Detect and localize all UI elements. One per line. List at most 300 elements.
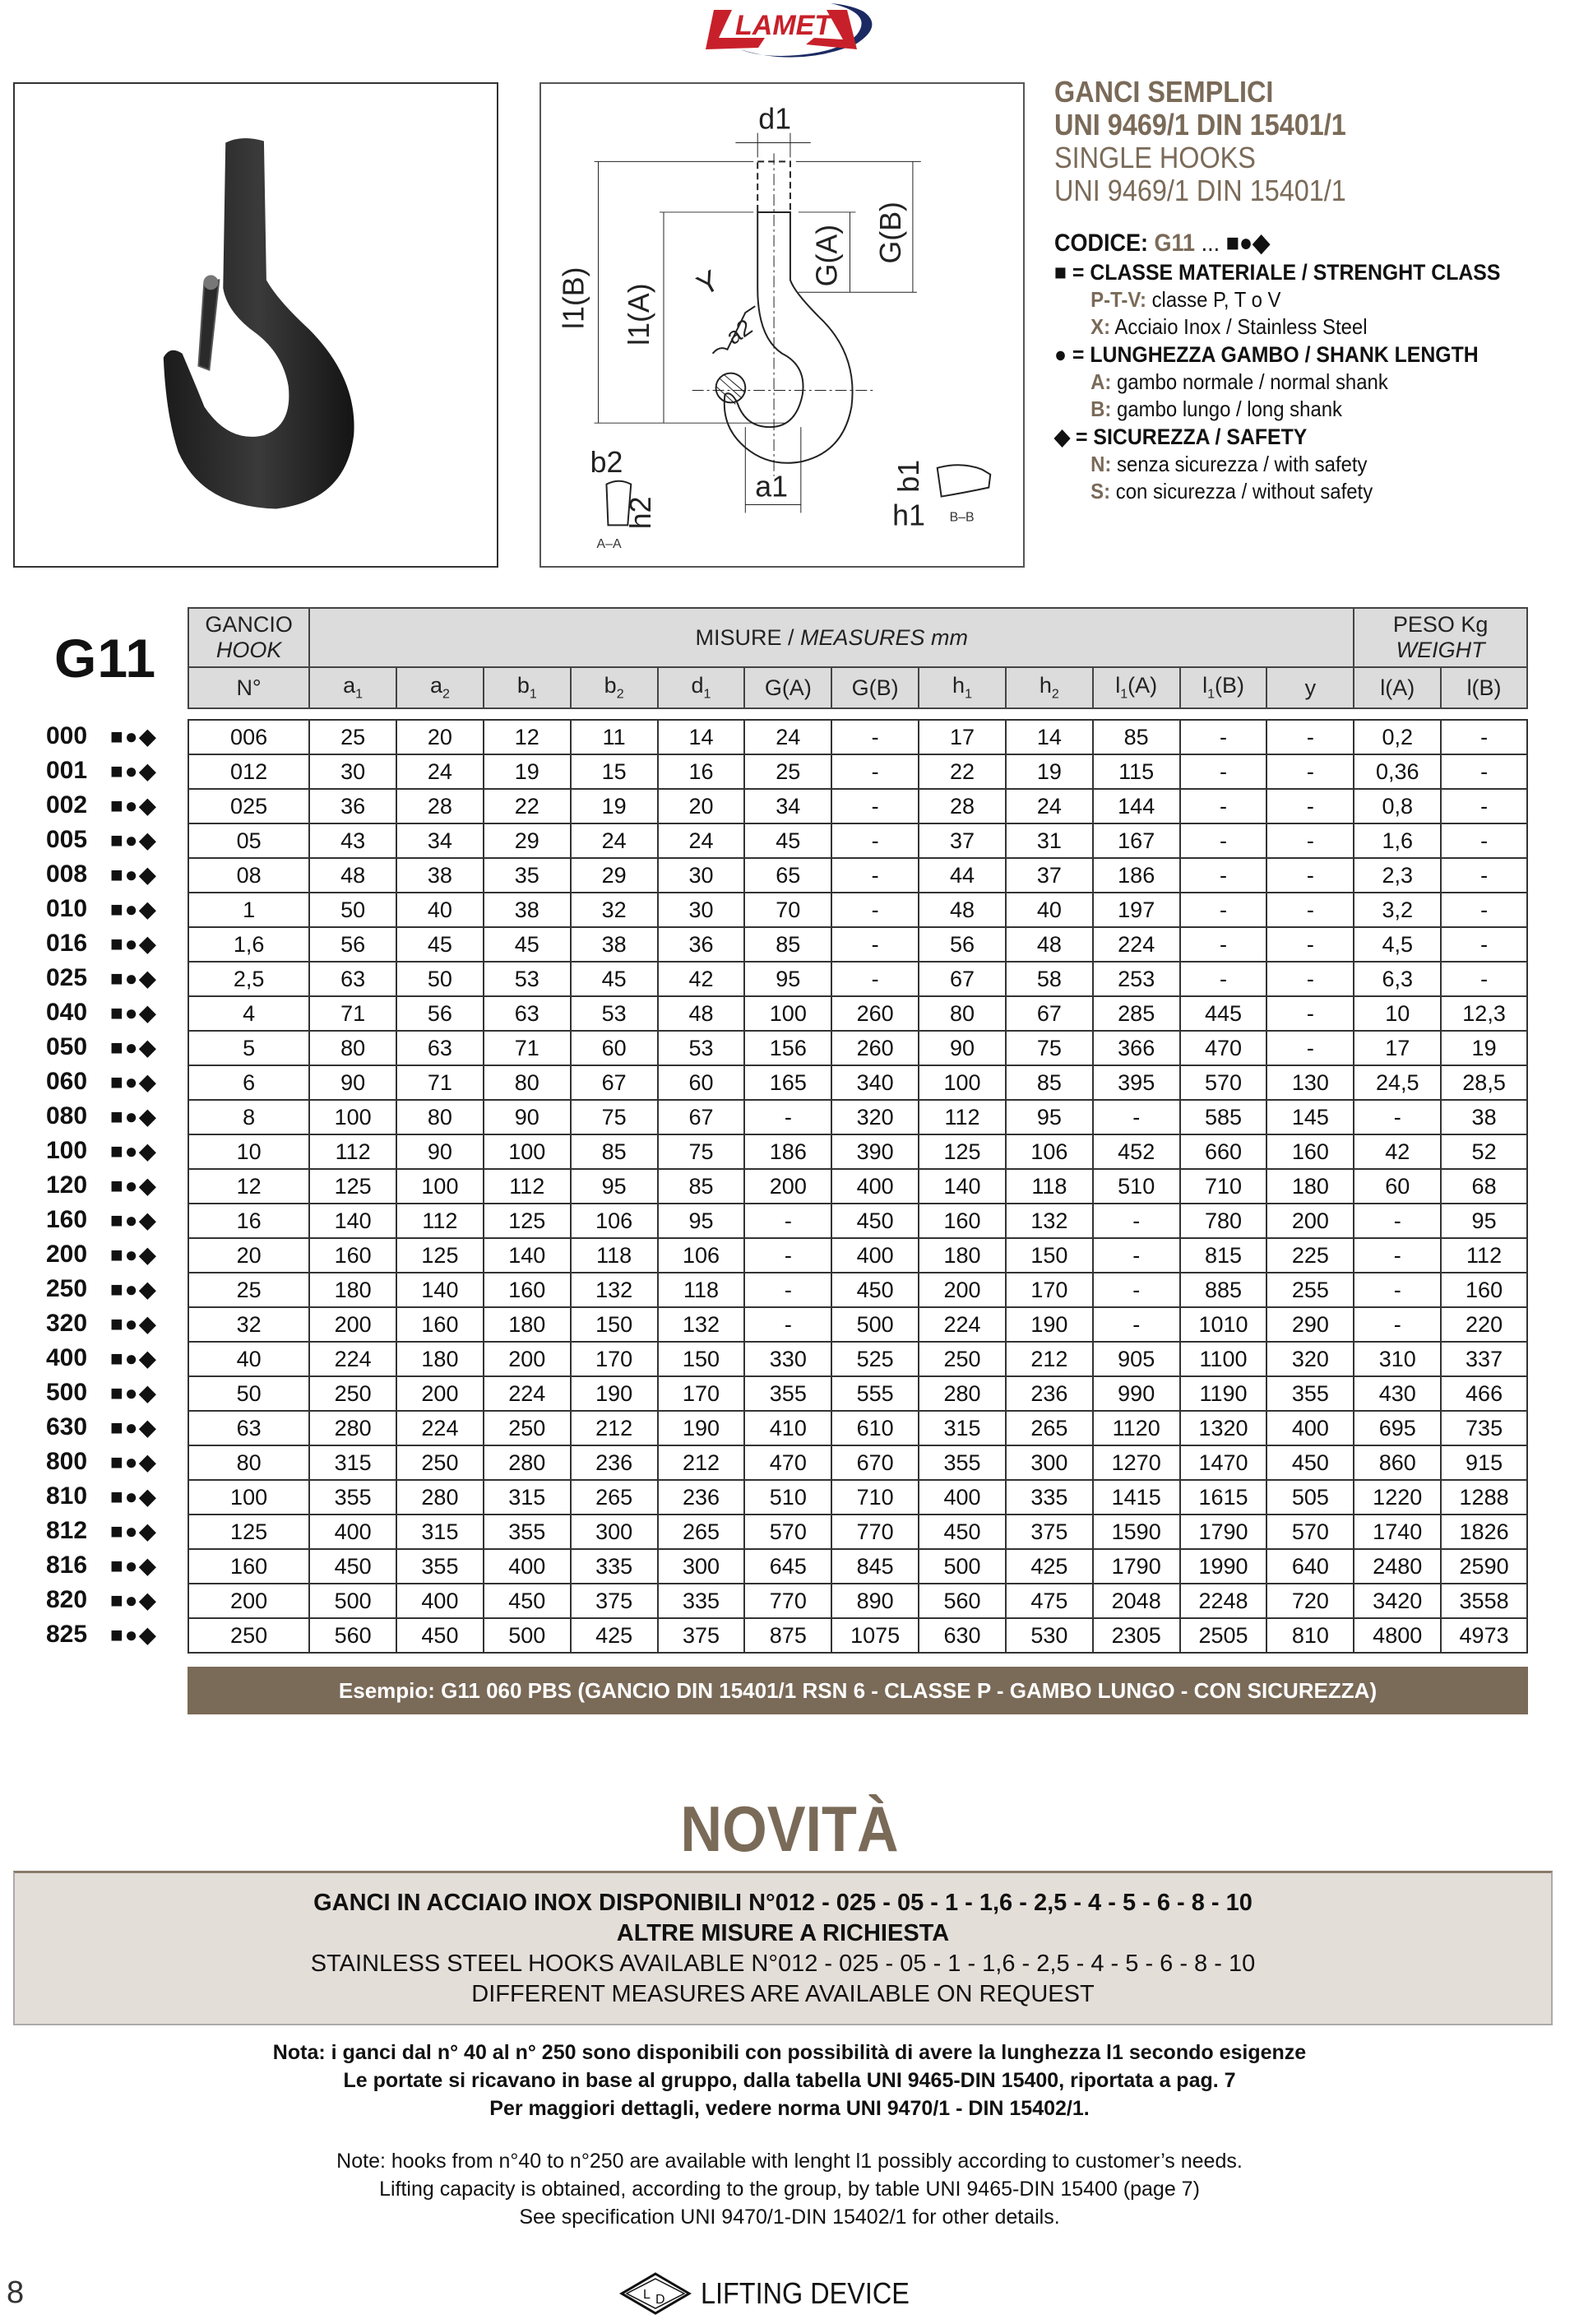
measures-table [188, 719, 1528, 1654]
header-weight: PESO Kg WEIGHT [1354, 608, 1527, 667]
table-cell: 720 [1266, 1584, 1354, 1618]
table-cell: 1190 [1180, 1376, 1267, 1411]
table-cell: 75 [1006, 1031, 1093, 1065]
table-cell: 1615 [1180, 1480, 1267, 1515]
table-cell: 500 [919, 1549, 1006, 1584]
row-code-number: 080 [46, 1102, 88, 1130]
table-cell: 236 [571, 1445, 658, 1480]
table-cell: 48 [658, 996, 745, 1031]
table-cell: - [1180, 962, 1267, 996]
table-cell: 560 [309, 1618, 396, 1653]
table-row [188, 1480, 1527, 1515]
row-code-symbols: ■●◆ [110, 1345, 158, 1371]
row-code-number: 320 [46, 1310, 88, 1337]
table-cell: 375 [571, 1584, 658, 1618]
row-code [46, 1237, 186, 1272]
table-cell: 525 [831, 1342, 919, 1376]
table-cell: 28 [919, 789, 1006, 823]
table-cell: 24 [744, 720, 831, 754]
table-cell: 95 [1006, 1100, 1093, 1134]
row-code-symbols: ■●◆ [110, 1138, 158, 1163]
row-code [46, 1548, 186, 1583]
table-cell: 6,3 [1354, 962, 1441, 996]
column-header: $a_1$ [309, 667, 396, 708]
column-header: G(B) [831, 667, 919, 708]
table-cell: 4973 [1441, 1618, 1527, 1653]
table-cell: 19 [1441, 1031, 1527, 1065]
code-dots: ... [1201, 230, 1220, 257]
table-cell: 12 [188, 1169, 309, 1204]
table-cell: 160 [188, 1549, 309, 1584]
table-cell: - [831, 754, 919, 789]
table-cell: 145 [1266, 1100, 1354, 1134]
table-cell: 38 [571, 927, 658, 962]
table-cell: 63 [188, 1411, 309, 1445]
table-cell: 180 [1266, 1169, 1354, 1204]
table-cell: 160 [919, 1204, 1006, 1238]
table-cell: 36 [309, 789, 396, 823]
table-cell: 330 [744, 1342, 831, 1376]
table-cell: 255 [1266, 1273, 1354, 1307]
dim-a1: a1 [755, 470, 788, 503]
table-cell: 224 [396, 1411, 484, 1445]
table-cell: 38 [484, 893, 571, 927]
table-cell: 780 [1180, 1204, 1267, 1238]
row-code-number: 160 [46, 1206, 88, 1233]
table-cell: 315 [396, 1515, 484, 1549]
table-cell: 25 [744, 754, 831, 789]
table-cell: 130 [1266, 1065, 1354, 1100]
table-cell: 280 [309, 1411, 396, 1445]
table-cell: 08 [188, 858, 309, 893]
table-cell: 1740 [1354, 1515, 1441, 1549]
example-banner: Esempio: G11 060 PBS (GANCIO DIN 15401/1 RSN 6 - CLASSE P - GAMBO LUNGO - CON SICUREZZA) [188, 1667, 1528, 1714]
table-cell: 190 [571, 1376, 658, 1411]
table-cell: 1590 [1093, 1515, 1180, 1549]
row-code-number: 810 [46, 1482, 88, 1510]
table-cell: 452 [1093, 1134, 1180, 1169]
table-cell: - [831, 927, 919, 962]
table-cell: 186 [744, 1134, 831, 1169]
row-code-number: 100 [46, 1137, 88, 1164]
legend-safety: ◆ = SICUREZZA / SAFETY [1054, 424, 1308, 449]
table-cell: 710 [831, 1480, 919, 1515]
lifting-device-logo-icon [618, 2272, 692, 2315]
table-cell: 118 [1006, 1169, 1093, 1204]
table-cell: 2248 [1180, 1584, 1267, 1618]
table-cell: 335 [658, 1584, 745, 1618]
table-cell: 170 [1006, 1273, 1093, 1307]
table-cell: 224 [484, 1376, 571, 1411]
table-cell: 845 [831, 1549, 919, 1584]
table-cell: 29 [484, 823, 571, 858]
table-cell: 75 [658, 1134, 745, 1169]
row-code [46, 1514, 186, 1548]
table-cell: 585 [1180, 1100, 1267, 1134]
table-cell: 50 [309, 893, 396, 927]
standard-english: UNI 9469/1 DIN 15401/1 [1054, 174, 1346, 207]
table-cell: 366 [1093, 1031, 1180, 1065]
table-cell: - [1441, 858, 1527, 893]
column-header: N° [188, 667, 309, 708]
table-cell: 0,8 [1354, 789, 1441, 823]
column-header: $a_2$ [396, 667, 484, 708]
table-row [188, 927, 1527, 962]
table-cell: 025 [188, 789, 309, 823]
row-code-number: 008 [46, 860, 88, 888]
row-code [46, 823, 186, 857]
square-icon: ■ [1054, 260, 1067, 285]
row-code [46, 1134, 186, 1168]
table-cell: 630 [919, 1618, 1006, 1653]
table-cell: 500 [309, 1584, 396, 1618]
row-code-symbols: ■●◆ [110, 1310, 158, 1336]
table-cell: 14 [1006, 720, 1093, 754]
table-cell: - [1180, 720, 1267, 754]
row-code [46, 926, 186, 961]
table-cell: - [1180, 858, 1267, 893]
table-cell: - [744, 1273, 831, 1307]
table-cell: 24 [571, 823, 658, 858]
table-row [188, 893, 1527, 927]
table-row [188, 823, 1527, 858]
table-cell: 85 [1006, 1065, 1093, 1100]
row-code-symbols: ■●◆ [110, 1552, 158, 1578]
table-cell: 118 [658, 1273, 745, 1307]
table-row [188, 962, 1527, 996]
table-cell: 71 [309, 996, 396, 1031]
row-code-number: 120 [46, 1171, 88, 1199]
table-cell: 95 [744, 962, 831, 996]
table-cell: 53 [484, 962, 571, 996]
row-code [46, 892, 186, 926]
table-cell: 1010 [1180, 1307, 1267, 1342]
table-cell: 250 [396, 1445, 484, 1480]
table-cell: 670 [831, 1445, 919, 1480]
legend-item: N: senza sicurezza / with safety [1090, 452, 1368, 476]
table-cell: 60 [658, 1065, 745, 1100]
table-cell: 150 [1006, 1238, 1093, 1273]
table-cell: - [831, 893, 919, 927]
table-cell: 170 [571, 1342, 658, 1376]
row-code-symbols: ■●◆ [110, 1518, 158, 1543]
table-cell: 355 [1266, 1376, 1354, 1411]
table-cell: 75 [571, 1100, 658, 1134]
row-code [46, 788, 186, 823]
table-cell: 24,5 [1354, 1065, 1441, 1100]
table-cell: 285 [1093, 996, 1180, 1031]
table-cell: 1,6 [1354, 823, 1441, 858]
table-cell: 355 [744, 1376, 831, 1411]
table-cell: 112 [1441, 1238, 1527, 1273]
table-cell: 212 [1006, 1342, 1093, 1376]
column-header: $b_1$ [484, 667, 571, 708]
table-cell: 395 [1093, 1065, 1180, 1100]
dim-d1: d1 [758, 102, 791, 136]
row-code-symbols: ■●◆ [110, 723, 158, 749]
row-code-number: 025 [46, 964, 88, 991]
table-cell: 112 [484, 1169, 571, 1204]
table-cell: 95 [1441, 1204, 1527, 1238]
table-cell: 40 [1006, 893, 1093, 927]
table-cell: 125 [484, 1204, 571, 1238]
row-codes [46, 719, 186, 1652]
table-cell: 300 [1006, 1445, 1093, 1480]
table-cell: 48 [1006, 927, 1093, 962]
footer-brand-text: LIFTING DEVICE [701, 2276, 910, 2310]
table-cell: 10 [188, 1134, 309, 1169]
legend-shank-length: ● = LUNGHEZZA GAMBO / SHANK LENGTH [1054, 342, 1479, 367]
table-cell: 530 [1006, 1618, 1093, 1653]
dim-a2: a2 [721, 313, 757, 350]
series-label: G11 [54, 628, 157, 689]
table-cell: 337 [1441, 1342, 1527, 1376]
table-cell: 140 [919, 1169, 1006, 1204]
table-cell: 265 [1006, 1411, 1093, 1445]
table-cell: 224 [919, 1307, 1006, 1342]
table-cell: 320 [1266, 1342, 1354, 1376]
technical-drawing [539, 82, 1025, 568]
row-code-number: 630 [46, 1413, 88, 1440]
table-cell: 212 [658, 1445, 745, 1480]
table-cell: 67 [571, 1065, 658, 1100]
table-cell: - [1180, 823, 1267, 858]
table-cell: - [831, 789, 919, 823]
table-cell: 315 [919, 1411, 1006, 1445]
code-label: CODICE: [1054, 230, 1149, 257]
table-cell: 20 [188, 1238, 309, 1273]
table-cell: 160 [1441, 1273, 1527, 1307]
table-cell: 860 [1354, 1445, 1441, 1480]
row-code-symbols: ■●◆ [110, 1172, 158, 1198]
table-cell: 30 [309, 754, 396, 789]
table-cell: 160 [396, 1307, 484, 1342]
table-cell: 50 [188, 1376, 309, 1411]
table-cell: 430 [1354, 1376, 1441, 1411]
notes [0, 2039, 1579, 2231]
row-code-symbols: ■●◆ [110, 1034, 158, 1060]
table-row [188, 1031, 1527, 1065]
table-cell: 32 [188, 1307, 309, 1342]
table-cell: 570 [1266, 1515, 1354, 1549]
table-cell: - [1093, 1273, 1180, 1307]
table-cell: 90 [396, 1134, 484, 1169]
table-cell: 190 [1006, 1307, 1093, 1342]
table-row [188, 1273, 1527, 1307]
table-cell: 60 [571, 1031, 658, 1065]
column-header: l(B) [1441, 667, 1527, 708]
column-header: $b_2$ [571, 667, 658, 708]
row-code-number: 825 [46, 1621, 88, 1648]
table-cell: - [1441, 823, 1527, 858]
dim-gb: G(B) [874, 202, 908, 264]
table-cell: - [1266, 823, 1354, 858]
row-code-symbols: ■●◆ [110, 1587, 158, 1612]
table-cell: 400 [396, 1584, 484, 1618]
table-cell: 225 [1266, 1238, 1354, 1273]
table-cell: - [744, 1238, 831, 1273]
table-cell: 355 [484, 1515, 571, 1549]
table-cell: 006 [188, 720, 309, 754]
table-cell: 32 [571, 893, 658, 927]
table-cell: 200 [309, 1307, 396, 1342]
table-cell: 2,5 [188, 962, 309, 996]
table-row [188, 1376, 1527, 1411]
table-cell: 315 [484, 1480, 571, 1515]
table-cell: 1790 [1093, 1549, 1180, 1584]
table-cell: 71 [396, 1065, 484, 1100]
table-cell: 220 [1441, 1307, 1527, 1342]
table-cell: 34 [744, 789, 831, 823]
table-row [188, 1100, 1527, 1134]
row-code [46, 1306, 186, 1341]
legend-item: A: gambo normale / normal shank [1090, 369, 1388, 394]
table-cell: 250 [309, 1376, 396, 1411]
news-line: DIFFERENT MEASURES ARE AVAILABLE ON REQUEST [471, 1981, 1095, 2007]
table-row [188, 1169, 1527, 1204]
dim-y: Y [691, 263, 725, 303]
table-cell: - [1266, 720, 1354, 754]
table-cell: 38 [1441, 1100, 1527, 1134]
table-cell: 400 [484, 1549, 571, 1584]
table-cell: 1220 [1354, 1480, 1441, 1515]
table-cell: 24 [1006, 789, 1093, 823]
table-cell: 236 [1006, 1376, 1093, 1411]
table-cell: 260 [831, 1031, 919, 1065]
table-cell: - [1266, 893, 1354, 927]
table-cell: 58 [1006, 962, 1093, 996]
table-cell: 31 [1006, 823, 1093, 858]
table-cell: - [1354, 1307, 1441, 1342]
table-cell: 125 [396, 1238, 484, 1273]
header-measures: MISURE / MEASURES mm [309, 608, 1354, 667]
table-cell: 905 [1093, 1342, 1180, 1376]
table-cell: 250 [484, 1411, 571, 1445]
row-code-number: 400 [46, 1344, 88, 1371]
title-italian: GANCI SEMPLICI [1054, 75, 1274, 109]
table-cell: 85 [658, 1169, 745, 1204]
table-cell: 645 [744, 1549, 831, 1584]
table-row [188, 1238, 1527, 1273]
table-cell: 160 [309, 1238, 396, 1273]
table-cell: - [1441, 927, 1527, 962]
table-cell: 3420 [1354, 1584, 1441, 1618]
table-cell: 24 [658, 823, 745, 858]
row-code-symbols: ■●◆ [110, 1621, 158, 1647]
table-cell: 45 [744, 823, 831, 858]
table-cell: 05 [188, 823, 309, 858]
table-cell: - [1441, 720, 1527, 754]
row-code-number: 001 [46, 757, 88, 784]
table-cell: 12,3 [1441, 996, 1527, 1031]
table-cell: 990 [1093, 1376, 1180, 1411]
table-cell: 85 [1093, 720, 1180, 754]
table-row [188, 754, 1527, 789]
table-cell: - [1266, 962, 1354, 996]
table-cell: 200 [1266, 1204, 1354, 1238]
table-cell: 2048 [1093, 1584, 1180, 1618]
table-cell: 335 [571, 1549, 658, 1584]
hook-photo-icon [15, 84, 497, 566]
table-cell: 320 [831, 1100, 919, 1134]
table-cell: 144 [1093, 789, 1180, 823]
legend-strength-class: ■ = CLASSE MATERIALE / STRENGHT CLASS [1054, 260, 1501, 285]
legend-item: B: gambo lungo / long shank [1090, 397, 1343, 421]
table-cell: 190 [658, 1411, 745, 1445]
row-code-symbols: ■●◆ [110, 827, 158, 852]
table-cell: 197 [1093, 893, 1180, 927]
table-row [188, 1411, 1527, 1445]
note-en: See specification UNI 9470/1-DIN 15402/1 for other details. [519, 2206, 1060, 2229]
table-cell: 19 [1006, 754, 1093, 789]
table-cell: 510 [1093, 1169, 1180, 1204]
table-cell: 100 [309, 1100, 396, 1134]
row-code [46, 1168, 186, 1203]
section-bb: B–B [949, 510, 975, 525]
table-cell: 265 [571, 1480, 658, 1515]
table-cell: 28,5 [1441, 1065, 1527, 1100]
table-cell: 815 [1180, 1238, 1267, 1273]
row-code [46, 1272, 186, 1306]
table-cell: 450 [1266, 1445, 1354, 1480]
table-cell: 770 [831, 1515, 919, 1549]
row-code-symbols: ■●◆ [110, 1000, 158, 1025]
table-cell: 4,5 [1354, 927, 1441, 962]
table-cell: 355 [309, 1480, 396, 1515]
table-cell: 335 [1006, 1480, 1093, 1515]
table-cell: 375 [658, 1618, 745, 1653]
table-cell: 112 [396, 1204, 484, 1238]
table-cell: 390 [831, 1134, 919, 1169]
row-code [46, 1479, 186, 1514]
table-cell: 1415 [1093, 1480, 1180, 1515]
table-cell: - [1441, 893, 1527, 927]
table-cell: 0,2 [1354, 720, 1441, 754]
table-cell: 3558 [1441, 1584, 1527, 1618]
table-cell: 140 [484, 1238, 571, 1273]
table-cell: 100 [396, 1169, 484, 1204]
table-cell: 810 [1266, 1618, 1354, 1653]
table-cell: 167 [1093, 823, 1180, 858]
table-cell: 17 [1354, 1031, 1441, 1065]
dim-b2: b2 [590, 445, 623, 479]
table-header [188, 607, 1528, 709]
table-cell: 90 [919, 1031, 1006, 1065]
table-cell: 125 [188, 1515, 309, 1549]
column-header: $l_1(A)$ [1093, 667, 1180, 708]
row-code-symbols: ■●◆ [110, 1449, 158, 1474]
table-row [188, 1445, 1527, 1480]
table-cell: 80 [919, 996, 1006, 1031]
row-code [46, 857, 186, 892]
column-header: $h_1$ [919, 667, 1006, 708]
table-cell: 140 [396, 1273, 484, 1307]
table-cell: 56 [309, 927, 396, 962]
news-line: ALTRE MISURE A RICHIESTA [616, 1920, 950, 1946]
table-cell: 250 [188, 1618, 309, 1653]
dim-l1a: l1(A) [623, 283, 656, 346]
table-cell: 400 [919, 1480, 1006, 1515]
table-cell: 200 [396, 1376, 484, 1411]
table-cell: 115 [1093, 754, 1180, 789]
row-code-number: 050 [46, 1033, 88, 1060]
news-line: GANCI IN ACCIAIO INOX DISPONIBILI N°012 - 025 - 05 - 1 - 1,6 - 2,5 - 4 - 5 - 6 - 8 - 10 [313, 1890, 1253, 1916]
table-cell: - [1441, 789, 1527, 823]
product-code [1054, 229, 1521, 258]
note-it: Per maggiori dettagli, vedere norma UNI 9470/1 - DIN 15402/1. [489, 2097, 1090, 2120]
circle-icon: ● [1054, 342, 1067, 367]
row-code-number: 800 [46, 1448, 88, 1475]
